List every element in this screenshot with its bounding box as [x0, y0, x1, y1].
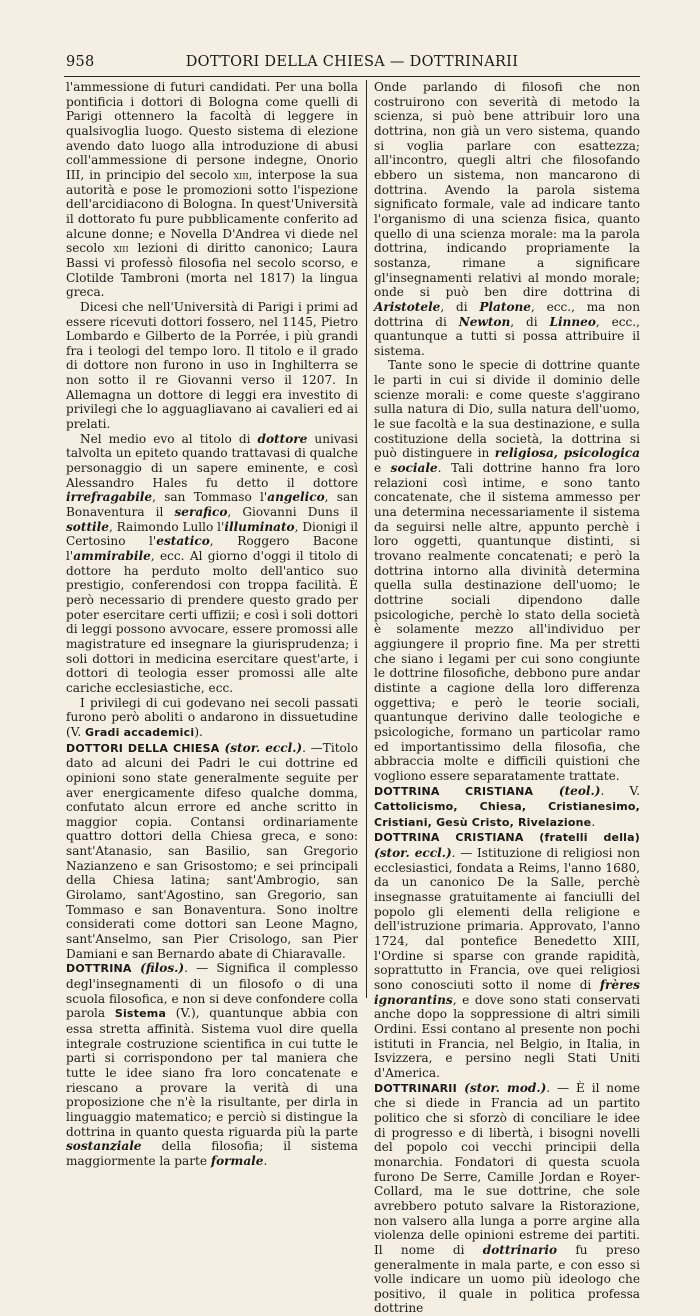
entry-headword: DOTTORI DELLA CHIESA [66, 741, 220, 755]
emphasis: Linneo [549, 314, 596, 329]
entry-category: (stor. mod.) [456, 1080, 547, 1095]
emphasis: dottrinario [482, 1242, 558, 1257]
emphasis: sottile [66, 519, 109, 534]
entry-text: fu preso generalmente in mala parte, e con esso si volle indicare un uomo più ideologo che positivo, il quale in politica professa dottrine [374, 1242, 641, 1316]
text-run: , Roggero Bacone l' [66, 534, 358, 563]
entry-headword: DOTTRINA [66, 962, 132, 976]
entry-category: (filos.) [131, 961, 185, 976]
cross-reference: Gradi accademici [85, 725, 195, 739]
paragraph-dottrina-vs-sistema [374, 80, 640, 358]
paragraph-doctorate-bologna [66, 80, 358, 300]
text-run: Nel medio evo al titolo di [80, 431, 258, 446]
page-number: 958 [66, 54, 95, 70]
text-run: , ecc. Al giorno d'oggi il titolo di dottore ha perduto molto dell'antico suo prestigio, conferendosi con troppa facilità. È però necessario di prendere questo grado per poter esercitare certi uffizii; e così i soli dottori di leggi possono avvocare, essere promossi alle magistrature ed insegnare la giurisprudenza; i soli dottori in medicina esercitare quest'arte, i dottori di teologia esser promossi alle alte cariche ecclesiastiche, ecc. [66, 549, 358, 695]
entry-dottrina [66, 961, 358, 1168]
text-run: I privilegi di cui godevano nei secoli passati furono però aboliti o andarono in dissuetudine (V. [66, 695, 358, 739]
emphasis: Platone [479, 299, 531, 314]
emphasis: Newton [458, 314, 511, 329]
text-run: ). [194, 724, 203, 739]
running-head: DOTTORI DELLA CHIESA — DOTTRINARII [185, 54, 519, 70]
text-run: , Giovanni Duns il [227, 505, 358, 520]
entry-text: . V. [600, 783, 641, 798]
entry-category: (stor. eccl.) [219, 740, 303, 755]
emphasis: estatico [156, 534, 210, 549]
text-run: Onde parlando di filosofi che non costruirono con severità di metodo la scienza, si può bene attribuir loro una dottrina, non già un vero sistema, quando si voglia parlare con esattezza; all'incontro, quegli altri che filosofando ebbero un sistema, non mancarono di dottrina. Avendo la parola sistema significato formale, vale ad indicare tanto l'organismo di una scienza fisica, quanto quello di una scienza morale: ma la parola dottrina, indicando propriamente la sostanza, rimane a significare gl'insegnamenti relativi al mondo morale; onde si può ben dire dottrina di [374, 80, 640, 300]
entry-headword: DOTTRINA CRISTIANA [374, 784, 534, 798]
century-numeral: xiii [233, 167, 249, 182]
century-numeral: xiii [113, 241, 129, 256]
paragraph-kinds-of-doctrine [374, 358, 640, 783]
text-run: , ecc., ma non dottrina di [374, 299, 640, 329]
text-run: , di [510, 314, 550, 329]
column-divider [366, 80, 367, 998]
right-column [374, 80, 641, 1316]
emphasis: dottore [257, 431, 308, 446]
text-run: . Tali dottrine hanno fra loro relazioni così intime, e sono tanto concatenate, che il sistema ammesso per una determina necessariamente il sistema da seguirsi nelle altre, appunto perchè i loro oggetti, quantunque distinti, si trovano realmente concatenati; e però la dottrina intorno alla divinità determina quella sulla destinazione dell'uomo; le dottrine sociali dipendono dalle psicologiche, perchè lo stato della società è solamente mezzo all'individuo per aggiungere il proprio fine. Ma per stretti che siano i legami per cui sono congiunte le dottrine filosofiche, debbono pure andar distinte a cagione della loro differenza oggettiva; e però le teorie sociali, quantunque derivino dalle teologiche e psicologiche, formano un particolar ramo ed importantissimo della filosofia, che abbraccia molte e difficili quistioni che vogliono essere separatamente trattate. [374, 461, 640, 783]
text-run: , Dionigi il Certosino l' [66, 519, 359, 549]
entry-category: (teol.) [533, 783, 601, 798]
emphasis: Aristotele [374, 299, 441, 314]
text-run: l'ammessione di futuri candidati. Per una bolla pontificia i dottori di Bologna come quelli di Parigi ottennero la facoltà di leggere in qualsivoglia luogo. Questo sistema di elezione avendo dato luogo alla introduzione di abusi coll'ammessione di persone indegne, Onorio III, in principio del secolo [66, 80, 358, 182]
emphasis: frères ignorantins [374, 978, 640, 1007]
paragraph-privileges [66, 696, 358, 741]
entry-text: . [591, 814, 596, 829]
text-run: , Raimondo Lullo l' [108, 519, 225, 534]
header-rule [64, 76, 640, 77]
entry-text: (V.), quantunque abbia con essa stretta affinità. Sistema vuol dire quella integrale costruzione scientifica in cui tutte le parti si corrispondono per tal maniera che tutte le idee siano fra loro concatenate e riescano a provare la verità di una proposizione che n'è la risultante, per dirla in linguaggio matematico; e perciò si distingue la dottrina in quanto questa riguarda più la parte [66, 1006, 359, 1139]
text-run: , san Bonaventura il [66, 490, 358, 520]
emphasis: irrefragabile [66, 490, 153, 505]
entry-text: . — È il nome che si diede in Francia ad un partito politico che si sforzò di conciliare le idee di progresso e di libertà, i bisogni novelli del popolo coi vecchi principii della monarchia. Fondatori di questa scuola furono De Serre, Camille Jordan e Royer-Collard, ma le sue dottrine, che sole avrebbero potuto salvare la Ristorazione, non valsero alla lunga a porre argine alla violenza delle opinioni estreme dei partiti. Il nome di [374, 1080, 641, 1257]
entry-text: . — Istituzione di religiosi non ecclesiastici, fondata a Reims, l'anno 1680, da un canonico De la Salle, perchè insegnasse gratuitamente ai fanciulli del popolo gli elementi della religione e dell'istruzione primaria. Approvato, l'anno 1724, dal pontefice Benedetto XIII, l'Ordine si sparse con grande rapidità, soprattutto in Francia, ove quei religiosi sono conosciuti sotto il nome di [374, 846, 640, 993]
paragraph-doctor-epithets [66, 432, 358, 696]
text-run: e [374, 461, 391, 476]
text-run: , di [440, 299, 480, 314]
emphasis: religiosa, psicologica [494, 446, 641, 461]
entry-text: , e dove sono stati conservati anche dopo la soppressione di altri simili Ordini. Essi contano al presente non pochi istituti in Francia, nel Belgio, in Italia, in Isvizzera, e persino negli Stati Uniti d'America. [374, 992, 640, 1080]
entry-text: . [263, 1153, 268, 1168]
entry-text: . —Titolo dato ad alcuni dei Padri le cui dottrine ed opinioni sono state generalmente seguite per aver energicamente difeso qualche domma, confutato alcun errore ed anche scritto in maggior copia. Contansi ordinariamente quattro dottori della Chiesa greca, e sono: sant'Atanasio, san Basilio, san Gregorio Nazianzeno e san Grisostomo; e sei principali della Chiesa latina; sant'Ambrogio, san Girolamo, sant'Agostino, san Gregorio, san Tommaso e san Bonaventura. Sono inoltre considerati come dottori san Leone Magno, sant'Anselmo, san Pier Crisologo, san Pier Damiani e san Bernardo abate di Chiaravalle. [66, 740, 358, 961]
entry-dottrina-cristiana [374, 784, 640, 831]
entry-headword: DOTTRINARII [374, 1081, 457, 1095]
left-column [66, 80, 359, 1168]
text-run: , san Tommaso l' [152, 490, 268, 505]
entry-text: della filosofia; il sistema maggiormente la parte [66, 1139, 358, 1168]
page-header [66, 54, 638, 74]
emphasis: angelico [267, 490, 325, 505]
text-run: , interpose la sua autorità e pose le promozioni sotto l'ispezione dell'arcidiacono di Bologna. In quest'Università il dottorato fu pure pubblicamente conferito ad alcune donne; e Novella D'Andrea vi diede nel secolo [66, 167, 358, 256]
entry-text: . — Significa il complesso degl'insegnamenti di un filosofo o di una scuola filosofica, e non si deve confondere colla parola [66, 961, 358, 1021]
entry-headword: DOTTRINA CRISTIANA (fratelli della) [374, 831, 640, 845]
emphasis: ammirabile [73, 549, 151, 563]
text-run: Tante sono le specie di dottrine quante le parti in cui si divide il dominio delle scienze morali: e come queste s'aggirano sulla natura di Dio, sulla natura dell'uomo, le sue facoltà e la sua destinazione, e sulla costituzione della società, la dottrina si può distinguere in [374, 358, 640, 461]
emphasis: sociale [390, 461, 438, 476]
emphasis: formale [210, 1153, 264, 1168]
emphasis: serafico [174, 505, 228, 520]
emphasis: illuminato [224, 519, 295, 534]
entry-fratelli-della-dottrina [374, 830, 640, 1080]
cross-reference: Sistema [114, 1007, 167, 1021]
emphasis: sostanziale [66, 1139, 142, 1154]
entry-dottrinarii [374, 1081, 640, 1316]
paragraph-doctorate-paris: Dicesi che nell'Università di Parigi i primi ad essere ricevuti dottori fossero, nel 1145, Pietro Lombardo e Gilberto de la Porrée, i più grandi fra i teologi del tempo loro. Il titolo e il grado di dottore non furono in uso in Inghilterra se non sotto il re Giovanni verso il 1207. In Allemagna un dottore di leggi era investito di privilegi che lo agguagliavano ai cavalieri ed ai prelati. [66, 299, 358, 432]
text-run: univasi talvolta un epiteto quando trattavasi di qualche personaggio di un sapere eminente, e così Alessandro Hales fu detto il dottore [66, 431, 358, 490]
text-run: , ecc., quantunque a tutti si possa attribuire il sistema. [374, 314, 640, 358]
entry-category: (stor. eccl.) [374, 846, 452, 861]
text-run: lezioni di diritto canonico; Laura Bassi vi professò filosofia nel secolo scorso, e Clotilde Tambroni (morta nel 1817) la lingua greca. [66, 241, 358, 300]
entry-dottori-della-chiesa [66, 741, 358, 962]
cross-reference: Cattolicismo, Chiesa, Cristianesimo, Cristiani, Gesù Cristo, Rivelazione [374, 800, 640, 829]
